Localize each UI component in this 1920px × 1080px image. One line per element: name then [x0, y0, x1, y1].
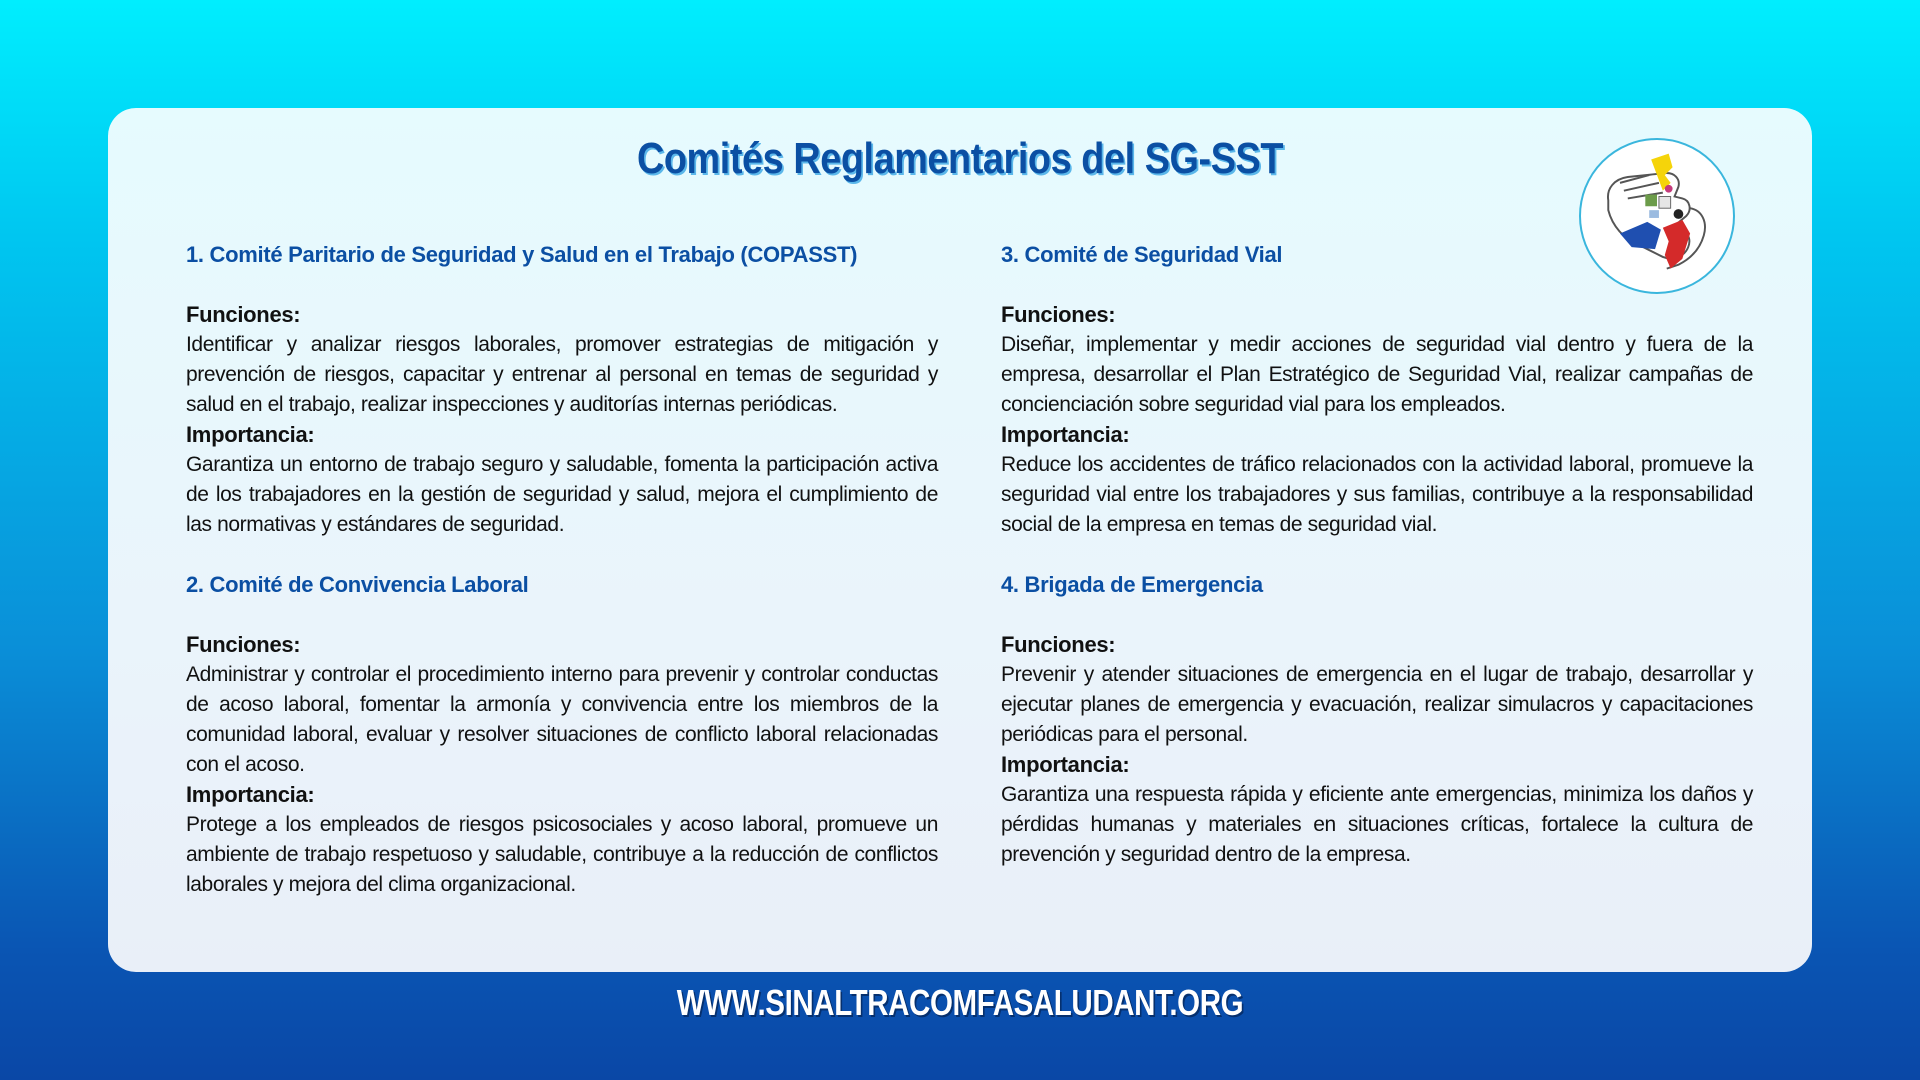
importancia-text: Protege a los empleados de riesgos psicosociales y acoso laboral, promueve un ambiente de trabajo respetuoso y saludable, contribuye a la reducción de conflictos laborales y mejora del clima organizacional. — [186, 813, 938, 896]
importancia-text: Garantiza una respuesta rápida y eficiente ante emergencias, minimiza los daños y pérdidas humanas y materiales en situaciones críticas, fortalece la cultura de prevención y seguridad dentro de la empresa. — [1001, 783, 1753, 866]
funciones-text: Prevenir y atender situaciones de emergencia en el lugar de trabajo, desarrollar y ejecutar planes de emergencia y evacuación, realizar simulacros y capacitaciones periódicas para el personal. — [1001, 663, 1753, 746]
content-card — [108, 108, 1812, 972]
section-brigada — [1001, 570, 1753, 870]
funciones-label: Funciones: — [186, 632, 301, 657]
section-copasst — [186, 240, 938, 540]
funciones-text: Identificar y analizar riesgos laborales, promover estrategias de mitigación y prevención de riesgos, capacitar y entrenar al personal en temas de seguridad y salud en el trabajo, realizar inspecciones y auditorías internas periódicas. — [186, 333, 938, 416]
section-heading: 2. Comité de Convivencia Laboral — [186, 572, 529, 597]
importancia-label: Importancia: — [1001, 752, 1130, 777]
section-heading: 4. Brigada de Emergencia — [1001, 572, 1263, 597]
page-title: Comités Reglamentarios del SG-SST — [636, 134, 1284, 183]
funciones-text: Administrar y controlar el procedimiento interno para prevenir y controlar conductas de acoso laboral, fomentar la armonía y convivencia entre los miembros de la comunidad laboral, evaluar y resolver situaciones de conflicto laboral relacionadas con el acoso. — [186, 663, 938, 776]
right-column — [1001, 240, 1753, 900]
importancia-label: Importancia: — [186, 782, 315, 807]
left-column — [186, 240, 938, 930]
funciones-label: Funciones: — [1001, 302, 1116, 327]
footer-url: WWW.SINALTRACOMFASALUDANT.ORG — [676, 982, 1244, 1023]
funciones-label: Funciones: — [1001, 632, 1116, 657]
importancia-label: Importancia: — [186, 422, 315, 447]
importancia-label: Importancia: — [1001, 422, 1130, 447]
section-seguridad-vial — [1001, 240, 1753, 540]
section-heading: 1. Comité Paritario de Seguridad y Salud en el Trabajo (COPASST) — [186, 242, 858, 267]
funciones-text: Diseñar, implementar y medir acciones de seguridad vial dentro y fuera de la empresa, desarrollar el Plan Estratégico de Seguridad Vial, realizar campañas de concienciación sobre seguridad vial para los empleados. — [1001, 333, 1753, 416]
section-convivencia — [186, 570, 938, 900]
section-heading: 3. Comité de Seguridad Vial — [1001, 242, 1283, 267]
funciones-label: Funciones: — [186, 302, 301, 327]
importancia-text: Garantiza un entorno de trabajo seguro y saludable, fomenta la participación activa de los trabajadores en la gestión de seguridad y salud, mejora el cumplimiento de las normativas y estándares de seguridad. — [186, 453, 938, 536]
importancia-text: Reduce los accidentes de tráfico relacionados con la actividad laboral, promueve la seguridad vial entre los trabajadores y sus familias, contribuye a la responsabilidad social de la empresa en temas de seguridad vial. — [1001, 453, 1753, 536]
